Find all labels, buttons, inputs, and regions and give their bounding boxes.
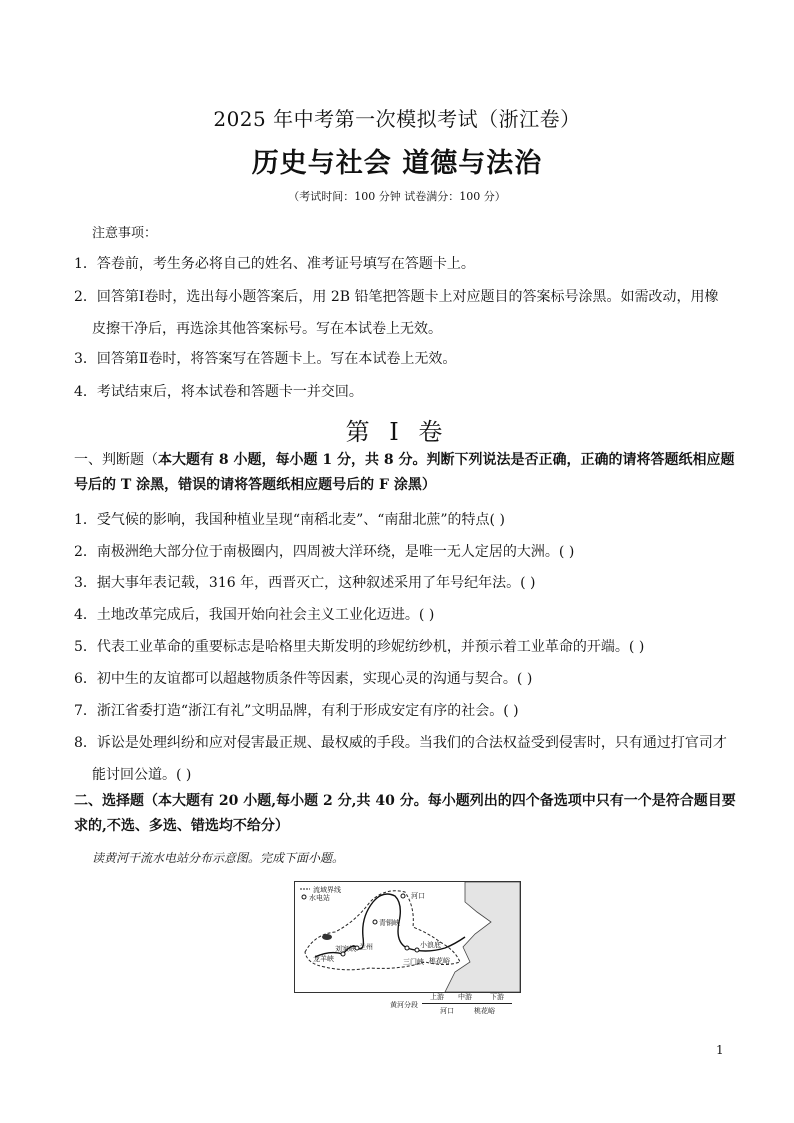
notice-item-4: 4．考试结束后，将本试卷和答题卡一并交回。	[74, 384, 363, 400]
part1-intro-line2: 号后的 T 涂黑，错误的请将答题纸相应题号后的 F 涂黑）	[74, 477, 436, 493]
question-2: 2．南极洲绝大部分位于南极圈内，四周被大洋环绕，是唯一无人定居的大洲。( )	[74, 544, 575, 560]
station-xiaolangdi	[415, 948, 419, 952]
part2-intro-line1: 二、选择题（本大题有 20 小题,每小题 2 分,共 40 分。每小题列出的四个备选项中只有一个是符合题目要	[74, 793, 736, 809]
part1-intro-line1	[74, 449, 734, 469]
scale-middle: 中游	[458, 993, 472, 1001]
label-hekou: 河口	[411, 892, 425, 900]
notice-item-1: 1．答卷前，考生务必将自己的姓名、准考证号填写在答题卡上。	[74, 256, 475, 272]
question-3: 3．据大事年表记载，316 年，西晋灭亡，这种叙述采用了年号纪年法。( )	[74, 575, 536, 591]
legend-station-label: 水电站	[309, 894, 330, 902]
question-8: 8．诉讼是处理纠纷和应对侵害最正规、最权威的手段。当我们的合法权益受到侵害时，只有通过打官司才	[74, 735, 727, 751]
scale-point-taohuayu: 桃花峪	[474, 1007, 495, 1015]
station-hekou	[401, 894, 405, 898]
scale-line	[422, 1003, 512, 1004]
notice-heading: 注意事项：	[92, 226, 158, 241]
scale-upper: 上游	[430, 993, 444, 1001]
part1-label: 一、判断题（	[74, 452, 158, 468]
exam-title: 2025 年中考第一次模拟考试（浙江卷）	[213, 107, 581, 131]
notice-item-3: 3．回答第Ⅱ卷时，将答案写在答题卡上。写在本试卷上无效。	[74, 351, 457, 367]
station-qingtongxia	[373, 920, 377, 924]
label-sanmenxia: 三门峡	[403, 958, 424, 966]
section-title: 第 I 卷	[345, 418, 449, 446]
qinghai-lake	[322, 934, 332, 940]
station-sanmenxia	[405, 946, 409, 950]
question-6: 6．初中生的友谊都可以超越物质条件等因素，实现心灵的沟通与契合。( )	[74, 671, 533, 687]
legend-boundary-label: 流域界线	[313, 886, 341, 894]
question-4: 4．土地改革完成后，我国开始向社会主义工业化迈进。( )	[74, 607, 435, 623]
scale-point-hekou: 河口	[440, 1007, 454, 1015]
label-qingtongxia: 青铜峡	[379, 919, 400, 927]
question-5: 5．代表工业革命的重要标志是哈格里夫斯发明的珍妮纺纱机，并预示着工业革命的开端。( )	[74, 639, 645, 655]
page-number: 1	[716, 1043, 724, 1057]
exam-info: （考试时间：100 分钟 试卷满分：100 分）	[288, 190, 506, 203]
river-segment-scale	[390, 994, 520, 1016]
part2-intro-line2: 求的,不选、多选、错选均不给分）	[74, 818, 289, 834]
question-7: 7．浙江省委打造“浙江有礼”文明品牌，有利于形成安定有序的社会。( )	[74, 703, 519, 719]
subject-title: 历史与社会 道德与法治	[251, 148, 543, 179]
yellow-river-map	[294, 881, 521, 993]
question-8-cont: 能讨回公道。( )	[92, 767, 192, 783]
label-xiaolangdi: 小浪底	[420, 941, 441, 949]
question-1: 1．受气候的影响，我国种植业呈现“南稻北麦”、“南甜北蔗”的特点( )	[74, 512, 505, 528]
sea-area	[445, 882, 520, 992]
label-lanzhou: 兰州	[359, 943, 373, 951]
scale-lower: 下游	[490, 993, 504, 1001]
label-liujiaxia: 刘家峡	[335, 945, 356, 953]
legend-station-symbol	[302, 895, 306, 899]
part1-rules: 本大题有 8 小题，每小题 1 分，共 8 分。判断下列说法是否正确，正确的请将答题纸相应题	[158, 452, 735, 468]
label-longyangxia: 龙羊峡	[313, 955, 334, 963]
notice-item-2: 2．回答第Ⅰ卷时，选出每小题答案后，用 2B 铅笔把答题卡上对应题目的答案标号涂黑。如需改动，用橡	[74, 289, 719, 305]
notice-item-2-cont: 皮擦干净后，再选涂其他答案标号。写在本试卷上无效。	[92, 321, 442, 337]
map-prompt: 读黄河干流水电站分布示意图。完成下面小题。	[92, 851, 345, 865]
scale-title: 黄河分段	[390, 1001, 418, 1009]
label-taohuayu: 桃花峪	[429, 957, 450, 965]
